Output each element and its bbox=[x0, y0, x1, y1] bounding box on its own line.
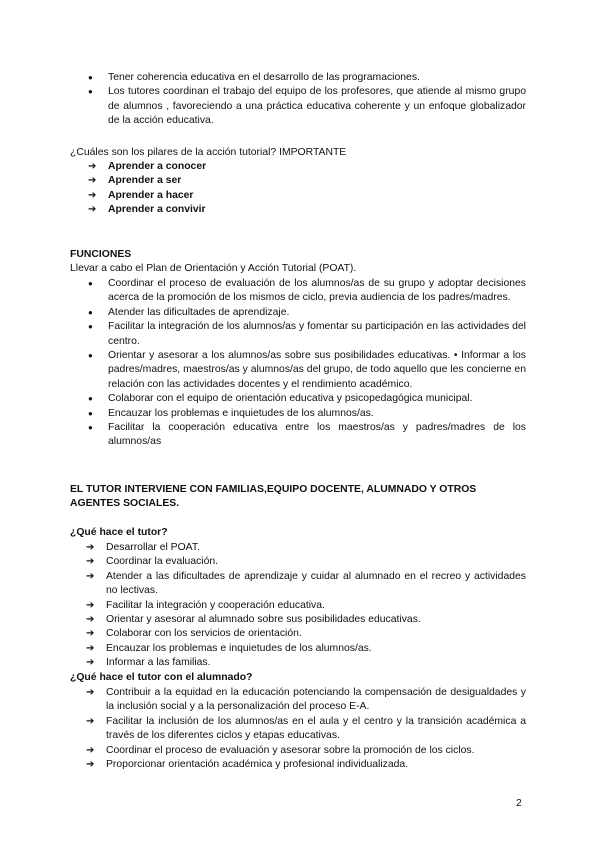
arrow-icon: ➔ bbox=[86, 657, 95, 669]
list-item: ● Los tutores coordinan el trabajo del equipo de los profesores, que atiende al mismo grupo de alumnos , favoreciendo a una práctica educativa coherente y un enfoque globalizador de la acción educativa. bbox=[88, 85, 526, 128]
list-item: ➔ Facilitar la integración y cooperación educativa. bbox=[86, 599, 526, 613]
tutor-question-2: ¿Qué hace el tutor con el alumnado? bbox=[70, 672, 253, 683]
list-item: ➔ Aprender a hacer bbox=[88, 189, 528, 203]
list-item: ● Orientar y asesorar a los alumnos/as sobre sus posibilidades educativas. • Informar a los padres/madres, maestros/as y alumnos/as del grupo, de todo aquello que les concierne en relación con las actividades docentes y el rendimiento académico. bbox=[88, 349, 526, 392]
funciones-intro: Llevar a cabo el Plan de Orientación y Acción Tutorial (POAT). bbox=[70, 263, 357, 274]
list-item: ● Facilitar la integración de los alumnos/as y fomentar su participación en las actividades del centro. bbox=[88, 320, 526, 349]
arrow-icon: ➔ bbox=[86, 614, 95, 626]
tutor-heading: EL TUTOR INTERVIENE CON FAMILIAS,EQUIPO DOCENTE, ALUMNADO Y OTROS AGENTES SOCIALES. bbox=[70, 484, 477, 510]
arrow-icon: ➔ bbox=[86, 599, 95, 611]
tutor-list-1 bbox=[86, 541, 526, 671]
list-item: ➔ Contribuir a la equidad en la educación potenciando la compensación de desigualdades y la inclusión social y a la personalización del proceso E-A. bbox=[86, 687, 526, 713]
arrow-icon: ➔ bbox=[88, 161, 97, 172]
pilares-question: ¿Cuáles son los pilares de la acción tutorial? IMPORTANTE bbox=[70, 147, 347, 158]
arrow-icon: ➔ bbox=[88, 204, 97, 216]
list-item: ➔ Colaborar con los servicios de orientación. bbox=[86, 627, 526, 641]
arrow-icon: ➔ bbox=[86, 642, 95, 654]
top-bullet-list bbox=[88, 71, 526, 129]
list-item: ➔ Proporcionar orientación académica y profesional individualizada. bbox=[86, 758, 526, 772]
list-item: ➔ Informar a las familias. bbox=[86, 656, 526, 670]
list-item: ➔ Coordinar la evaluación. bbox=[86, 555, 526, 569]
list-item: ➔ Atender a las dificultades de aprendizaje y cuidar al alumnado en el recreo y actividades no lectivas. bbox=[86, 570, 526, 597]
arrow-icon: ➔ bbox=[86, 542, 95, 553]
funciones-list bbox=[88, 277, 526, 450]
tutor-question-1: ¿Qué hace el tutor? bbox=[70, 527, 168, 538]
arrow-icon: ➔ bbox=[88, 175, 97, 187]
pilares-list bbox=[88, 160, 528, 218]
list-item: ● Facilitar la cooperación educativa entre los maestros/as y padres/madres de los alumnos/as bbox=[88, 421, 526, 450]
list-item: ● Tener coherencia educativa en el desarrollo de las programaciones. bbox=[88, 71, 526, 85]
arrow-icon: ➔ bbox=[86, 744, 95, 756]
list-item: ➔ Aprender a ser bbox=[88, 174, 528, 188]
list-item: ➔ Desarrollar el POAT. bbox=[86, 541, 526, 555]
arrow-icon: ➔ bbox=[86, 759, 95, 771]
list-item: ➔ Aprender a conocer bbox=[88, 160, 528, 174]
arrow-icon: ➔ bbox=[86, 687, 95, 698]
tutor-list-2 bbox=[86, 686, 526, 772]
list-item: ➔ Facilitar la inclusión de los alumnos/as en el aula y el centro y la transición académica a través de los diferentes ciclos y etapas educativas. bbox=[86, 715, 526, 742]
list-item: ● Atender las dificultades de aprendizaje. bbox=[88, 306, 526, 320]
list-item: ● Encauzar los problemas e inquietudes de los alumnos/as. bbox=[88, 407, 526, 421]
list-item: ➔ Encauzar los problemas e inquietudes de los alumnos/as. bbox=[86, 642, 526, 656]
arrow-icon: ➔ bbox=[86, 715, 95, 727]
list-item: ➔ Orientar y asesorar al alumnado sobre sus posibilidades educativas. bbox=[86, 613, 526, 627]
list-item: ➔ Coordinar el proceso de evaluación y asesorar sobre la promoción de los ciclos. bbox=[86, 744, 526, 758]
arrow-icon: ➔ bbox=[88, 189, 97, 201]
arrow-icon: ➔ bbox=[86, 570, 95, 582]
page-number: 2 bbox=[516, 798, 522, 809]
list-item: ● Colaborar con el equipo de orientación educativa y psicopedagógica municipal. bbox=[88, 392, 526, 406]
funciones-heading: FUNCIONES bbox=[70, 249, 132, 260]
arrow-icon: ➔ bbox=[86, 556, 95, 568]
arrow-icon: ➔ bbox=[86, 628, 95, 640]
list-item: ● Coordinar el proceso de evaluación de los alumnos/as de su grupo y adoptar decisiones acerca de la promoción de los mismos de ciclo, previa audiencia de los padres/madres. bbox=[88, 277, 526, 306]
list-item: ➔ Aprender a convivir bbox=[88, 203, 528, 217]
